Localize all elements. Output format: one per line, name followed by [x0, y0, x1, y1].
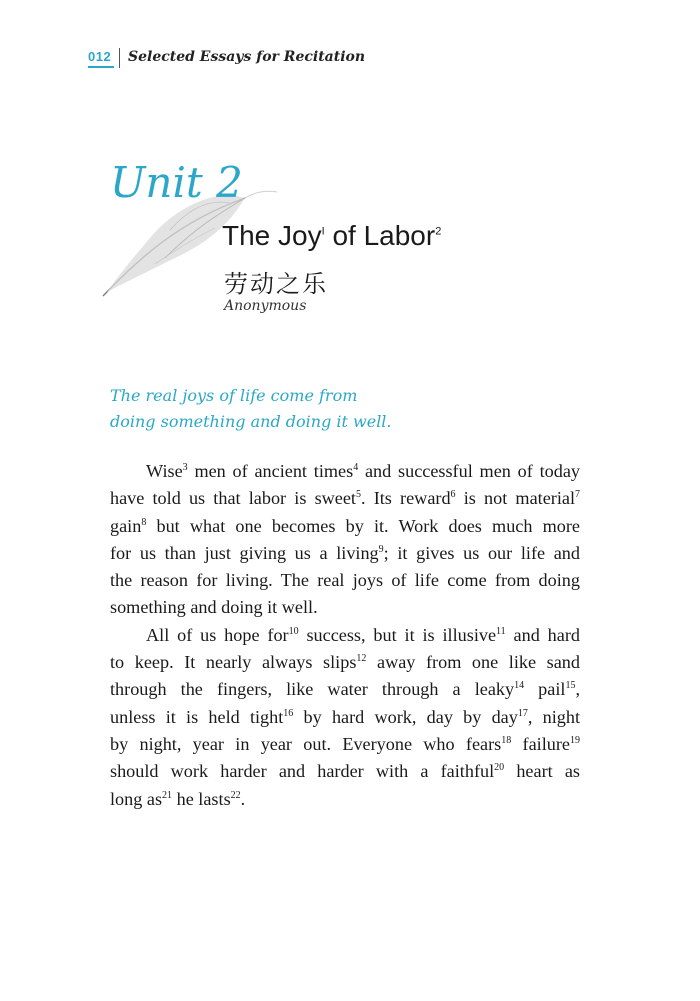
text-run: , night: [527, 706, 580, 727]
footnote-marker: 22: [230, 789, 241, 801]
book-title: Selected Essays for Recitation: [128, 49, 366, 65]
text-run: success, but it is illusive: [298, 624, 497, 645]
text-run: . Its reward: [360, 488, 451, 509]
text-line: [110, 540, 580, 567]
page-number-underline: [88, 66, 114, 68]
footnote-marker: I: [321, 225, 325, 238]
text-run: the reason for living. The real joys of life come from doing: [110, 570, 580, 591]
footnote-marker: 11: [496, 625, 506, 637]
essay-body: [110, 458, 580, 813]
text-run: pail: [524, 679, 566, 700]
text-line: [110, 731, 580, 758]
text-run: All of us hope for: [146, 624, 289, 645]
pull-quote-line: The real joys of life come from: [110, 386, 358, 405]
chinese-title: 劳动之乐: [224, 270, 328, 298]
text-run: something and doing it well.: [110, 597, 318, 618]
text-run: Wise: [146, 461, 183, 481]
essay-title: [222, 220, 441, 252]
text-run: heart as: [504, 761, 580, 782]
footnote-marker: 10: [288, 625, 299, 637]
footnote-marker: 15: [565, 680, 576, 692]
text-run: by hard work, day by day: [293, 706, 518, 727]
text-run: away from one like sand: [366, 652, 580, 673]
text-line: [110, 786, 580, 813]
text-run: and successful men of today: [358, 461, 580, 481]
footnote-marker: 16: [283, 707, 294, 719]
text-run: and hard: [505, 624, 580, 645]
footnote-marker: 9: [378, 543, 384, 555]
text-run: .: [240, 788, 246, 809]
footnote-marker: 7: [575, 489, 580, 501]
text-run: ,: [575, 679, 580, 700]
pull-quote: [110, 383, 440, 435]
footnote-marker: 19: [570, 734, 580, 746]
text-line: [110, 567, 580, 594]
essay-title-text: of Labor: [324, 220, 436, 251]
footnote-marker: 3: [182, 462, 188, 473]
text-run: men of ancient times: [187, 461, 354, 481]
text-run: for us than just giving us a living: [110, 542, 379, 563]
footnote-marker: 14: [514, 680, 525, 692]
page-number: 012: [88, 49, 112, 64]
text-run: ; it gives us our life and: [383, 542, 580, 563]
page-header: [88, 46, 648, 74]
essay-title-text: The Joy: [222, 220, 322, 251]
footnote-marker: 4: [353, 462, 359, 473]
text-line: [110, 622, 580, 649]
text-run: by night, year in year out. Everyone who fears: [110, 733, 502, 754]
text-line: [110, 704, 580, 731]
paragraph: [110, 458, 580, 622]
text-run: should work harder and harder with a faithful: [110, 761, 495, 782]
unit-title: Unit 2: [110, 158, 243, 207]
text-line: [110, 676, 580, 703]
text-line: [110, 458, 580, 485]
text-run: long as: [110, 788, 163, 809]
text-run: unless it is held tight: [110, 706, 284, 727]
header-divider: [119, 48, 120, 68]
text-line: [110, 758, 580, 785]
footnote-marker: 8: [141, 516, 147, 528]
footnote-marker: 20: [494, 762, 505, 774]
footnote-marker: 21: [162, 789, 173, 801]
text-run: is not material: [455, 488, 575, 509]
footnote-marker: 12: [356, 653, 367, 665]
text-line: [110, 485, 580, 512]
text-run: gain: [110, 515, 142, 536]
text-run: failure: [511, 733, 570, 754]
footnote-marker: 2: [435, 225, 442, 238]
text-run: through the fingers, like water through a leaky: [110, 679, 515, 700]
footnote-marker: 5: [355, 489, 361, 501]
text-line: [110, 513, 580, 540]
paragraph: [110, 622, 580, 813]
text-run: to keep. It nearly always slips: [110, 652, 357, 673]
footnote-marker: 6: [450, 489, 456, 501]
footnote-marker: 17: [517, 707, 528, 719]
text-run: he lasts: [172, 788, 231, 809]
text-line: [110, 649, 580, 676]
footnote-marker: 18: [501, 734, 512, 746]
text-line: [110, 594, 580, 621]
text-run: have told us that labor is sweet: [110, 488, 356, 509]
pull-quote-line: doing something and doing it well.: [110, 412, 392, 431]
text-run: but what one becomes by it. Work does much more: [146, 515, 580, 536]
author: Anonymous: [224, 298, 307, 314]
